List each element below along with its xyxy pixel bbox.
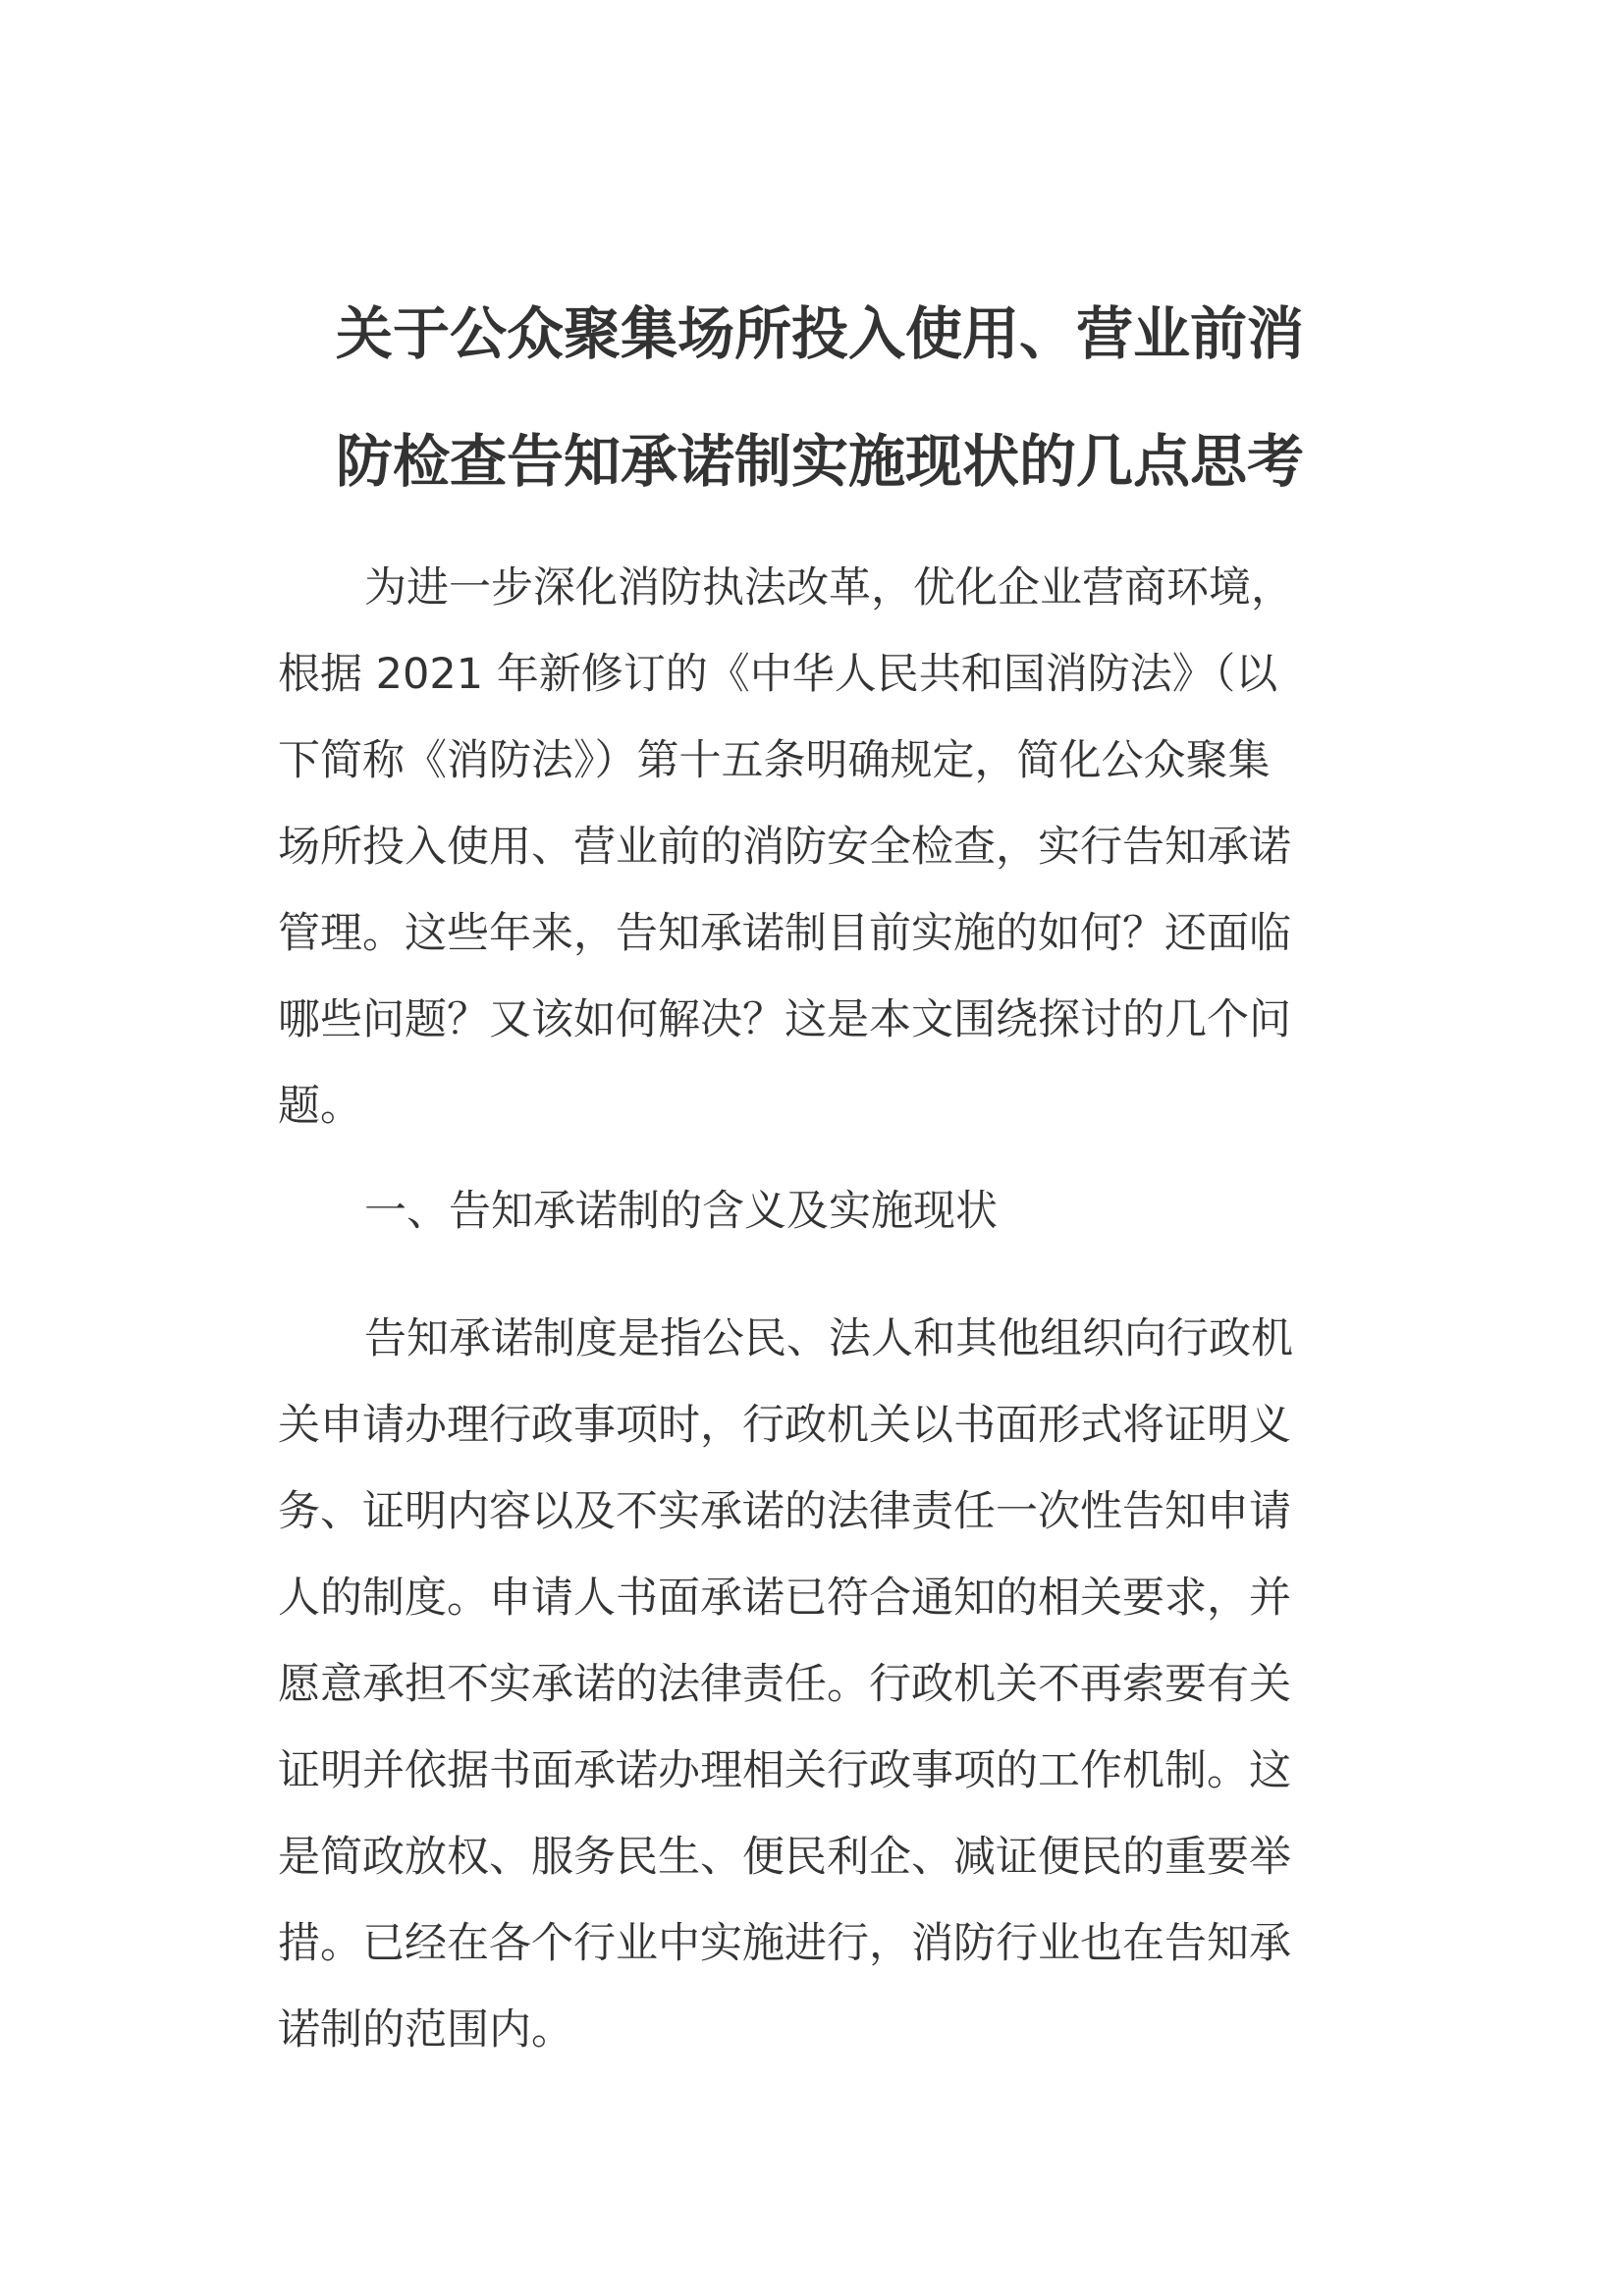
paragraph-line: 务、证明内容以及不实承诺的法律责任一次性告知申请 bbox=[278, 1487, 1291, 1536]
title-line-1: 关于公众聚集场所投入使用、营业前消 bbox=[335, 300, 1304, 367]
document-title bbox=[250, 270, 1389, 525]
paragraph-line: 关申请办理行政事项时，行政机关以书面形式将证明义 bbox=[278, 1401, 1291, 1450]
paragraph-line: 根据 2021 年新修订的《中华人民共和国消防法》（以 bbox=[278, 650, 1278, 699]
paragraph-line: 诺制的范围内。 bbox=[278, 2005, 573, 2055]
paragraph-line: 人的制度。申请人书面承诺已符合通知的相关要求，并 bbox=[278, 1574, 1291, 1623]
paragraph-line: 下简称《消防法》）第十五条明确规定，简化公众聚集 bbox=[278, 736, 1271, 785]
intro-paragraph bbox=[278, 545, 1358, 1149]
paragraph-line: 题。 bbox=[278, 1082, 362, 1131]
paragraph-line: 哪些问题？又该如何解决？这是本文围绕探讨的几个问 bbox=[278, 995, 1291, 1044]
paragraph-line: 告知承诺制度是指公民、法人和其他组织向行政机 bbox=[364, 1314, 1293, 1363]
paragraph-line: 管理。这些年来，告知承诺制目前实施的如何？还面临 bbox=[278, 909, 1291, 958]
section-heading-text: 一、告知承诺制的含义及实施现状 bbox=[364, 1187, 998, 1236]
paragraph-line: 为进一步深化消防执法改革，优化企业营商环境， bbox=[364, 563, 1293, 613]
paragraph-line: 证明并依据书面承诺办理相关行政事项的工作机制。这 bbox=[278, 1746, 1291, 1795]
paragraph-line: 是简政放权、服务民生、便民利企、减证便民的重要举 bbox=[278, 1833, 1291, 1882]
paragraph-line: 措。已经在各个行业中实施进行，消防行业也在告知承 bbox=[278, 1919, 1291, 1968]
paragraph-line: 愿意承担不实承诺的法律责任。行政机关不再索要有关 bbox=[278, 1660, 1291, 1709]
paragraph-line: 场所投入使用、营业前的消防安全检查，实行告知承诺 bbox=[278, 823, 1291, 872]
title-line-2: 防检查告知承诺制实施现状的几点思考 bbox=[335, 428, 1304, 495]
section-heading bbox=[278, 1168, 1358, 1255]
definition-paragraph bbox=[278, 1296, 1358, 2073]
